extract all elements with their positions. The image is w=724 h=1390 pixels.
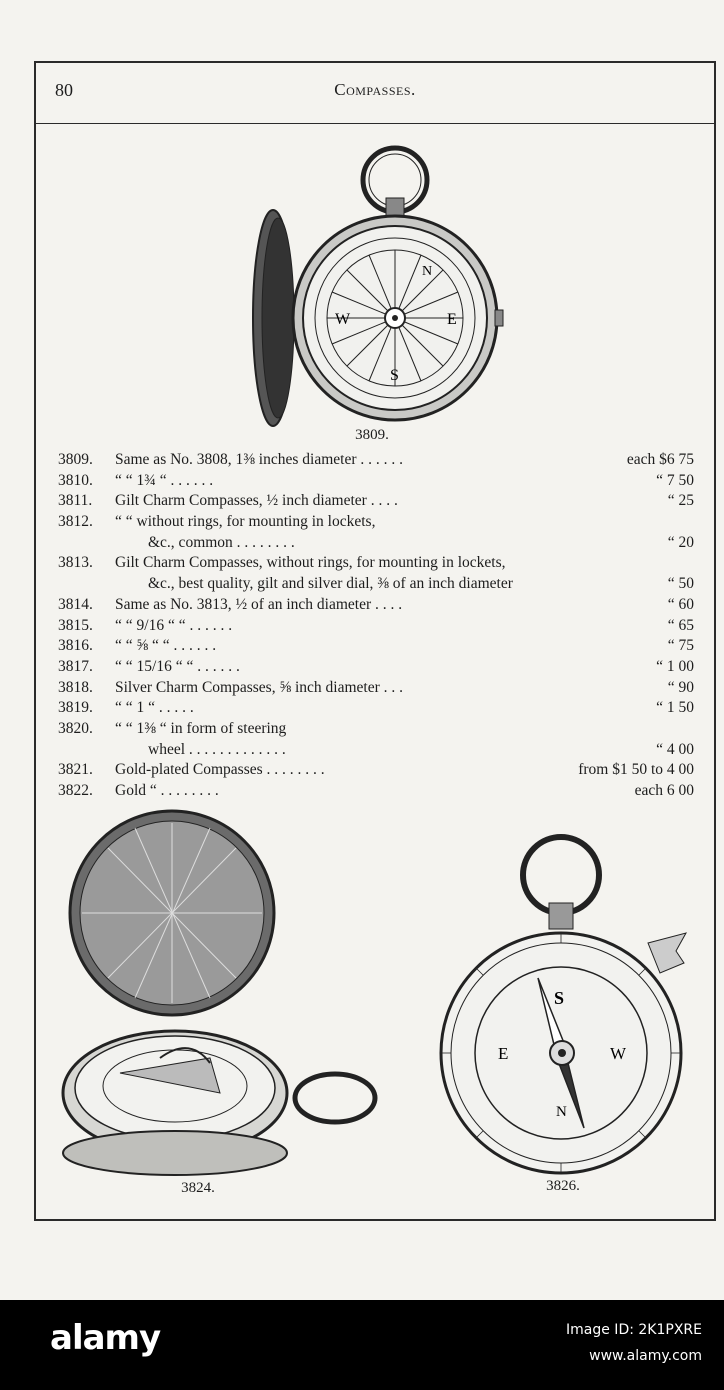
- list-item: [58, 471, 694, 492]
- item-price: “ 90: [667, 678, 694, 696]
- watermark-url: www.alamy.com: [589, 1348, 702, 1364]
- item-description: Same as No. 3808, 1⅜ inches diameter . . . . . .: [115, 451, 403, 468]
- item-number: 3815.: [58, 616, 93, 634]
- item-number: 3821.: [58, 761, 93, 779]
- west-letter-3826: W: [610, 1044, 627, 1063]
- figure-caption-3824: 3824.: [181, 1180, 215, 1196]
- item-number: 3809.: [58, 451, 93, 468]
- item-description: Same as No. 3813, ½ of an inch diameter . . . .: [115, 595, 403, 613]
- list-item: [58, 533, 694, 554]
- list-item: [58, 450, 694, 471]
- item-description: “ “ 1¾ “ . . . . . .: [115, 471, 214, 489]
- list-item: [58, 719, 694, 740]
- item-description: “ “ ⅝ “ “ . . . . . .: [115, 637, 217, 655]
- figure-caption-3809: 3809.: [355, 427, 389, 443]
- item-description: Silver Charm Compasses, ⅝ inch diameter . . .: [115, 678, 403, 696]
- item-price: each 6 00: [634, 782, 694, 799]
- item-description: “ “ 1 “ . . . . .: [115, 699, 194, 717]
- item-number: 3814.: [58, 595, 93, 613]
- west-letter: W: [335, 311, 351, 328]
- item-price: “ 20: [667, 533, 694, 551]
- item-number: 3819.: [58, 699, 93, 717]
- item-price: each $6 75: [626, 451, 694, 468]
- south-letter: S: [390, 367, 399, 384]
- price-list: [58, 450, 694, 802]
- item-price: “ 1 50: [656, 699, 694, 717]
- list-item: [58, 781, 694, 802]
- item-description: “ “ 9/16 “ “ . . . . . .: [115, 616, 233, 634]
- item-number: 3818.: [58, 678, 93, 696]
- list-item: [58, 553, 694, 574]
- item-description: Gold “ . . . . . . . .: [115, 782, 219, 799]
- item-price: “ 1 00: [656, 657, 694, 675]
- list-item: [58, 636, 694, 657]
- compass-3824-illustration: [60, 808, 385, 1183]
- item-description: “ “ 1⅜ “ in form of steering: [115, 719, 287, 737]
- item-price: from $1 50 to 4 00: [578, 761, 694, 779]
- north-letter-3826: N: [556, 1104, 567, 1120]
- list-item: [58, 740, 694, 761]
- item-price: “ 4 00: [656, 740, 694, 758]
- item-number: 3810.: [58, 471, 93, 489]
- item-price: “ 75: [667, 637, 694, 655]
- item-number: 3817.: [58, 657, 93, 675]
- item-number: 3812.: [58, 513, 93, 531]
- item-description: Gilt Charm Compasses, ½ inch diameter . . . .: [115, 492, 398, 510]
- item-price: “ 60: [667, 595, 694, 613]
- item-description: &c., common . . . . . . . .: [148, 533, 295, 551]
- list-item: [58, 678, 694, 699]
- item-description: “ “ 15/16 “ “ . . . . . .: [115, 657, 240, 675]
- list-item: [58, 491, 694, 512]
- list-item: [58, 595, 694, 616]
- east-letter-3826: E: [498, 1044, 509, 1063]
- item-price: “ 7 50: [656, 471, 694, 489]
- item-number: 3813.: [58, 554, 93, 572]
- east-letter: E: [447, 311, 457, 328]
- list-item: [58, 574, 694, 595]
- north-letter: N: [422, 264, 433, 279]
- compass-3809-illustration: [240, 140, 510, 430]
- brand-logo: alamy: [50, 1318, 161, 1358]
- item-price: “ 25: [667, 492, 694, 510]
- list-item: [58, 512, 694, 533]
- image-id-label: Image ID: 2K1PXRE: [566, 1322, 702, 1338]
- figure-caption-3826: 3826.: [546, 1178, 580, 1194]
- list-item: [58, 760, 694, 781]
- item-price: “ 50: [667, 575, 694, 593]
- south-letter-3826: S: [554, 988, 565, 1008]
- item-number: 3816.: [58, 637, 93, 655]
- list-item: [58, 698, 694, 719]
- item-number: 3811.: [58, 492, 93, 510]
- item-description: wheel . . . . . . . . . . . . .: [148, 740, 286, 758]
- item-number: 3820.: [58, 719, 93, 737]
- item-number: 3822.: [58, 782, 93, 799]
- page-number: 80: [55, 80, 73, 100]
- header-rule: [34, 123, 716, 124]
- list-item: [58, 657, 694, 678]
- item-description: Gilt Charm Compasses, without rings, for mounting in lockets,: [115, 554, 506, 572]
- item-description: Gold-plated Compasses . . . . . . . .: [115, 761, 325, 779]
- page-title: Compasses.: [334, 80, 416, 99]
- item-description: “ “ without rings, for mounting in lockets,: [115, 513, 376, 531]
- list-item: [58, 616, 694, 637]
- compass-3826-illustration: [438, 833, 693, 1178]
- item-description: &c., best quality, gilt and silver dial, ⅜ of an inch diameter: [148, 575, 513, 593]
- item-price: “ 65: [667, 616, 694, 634]
